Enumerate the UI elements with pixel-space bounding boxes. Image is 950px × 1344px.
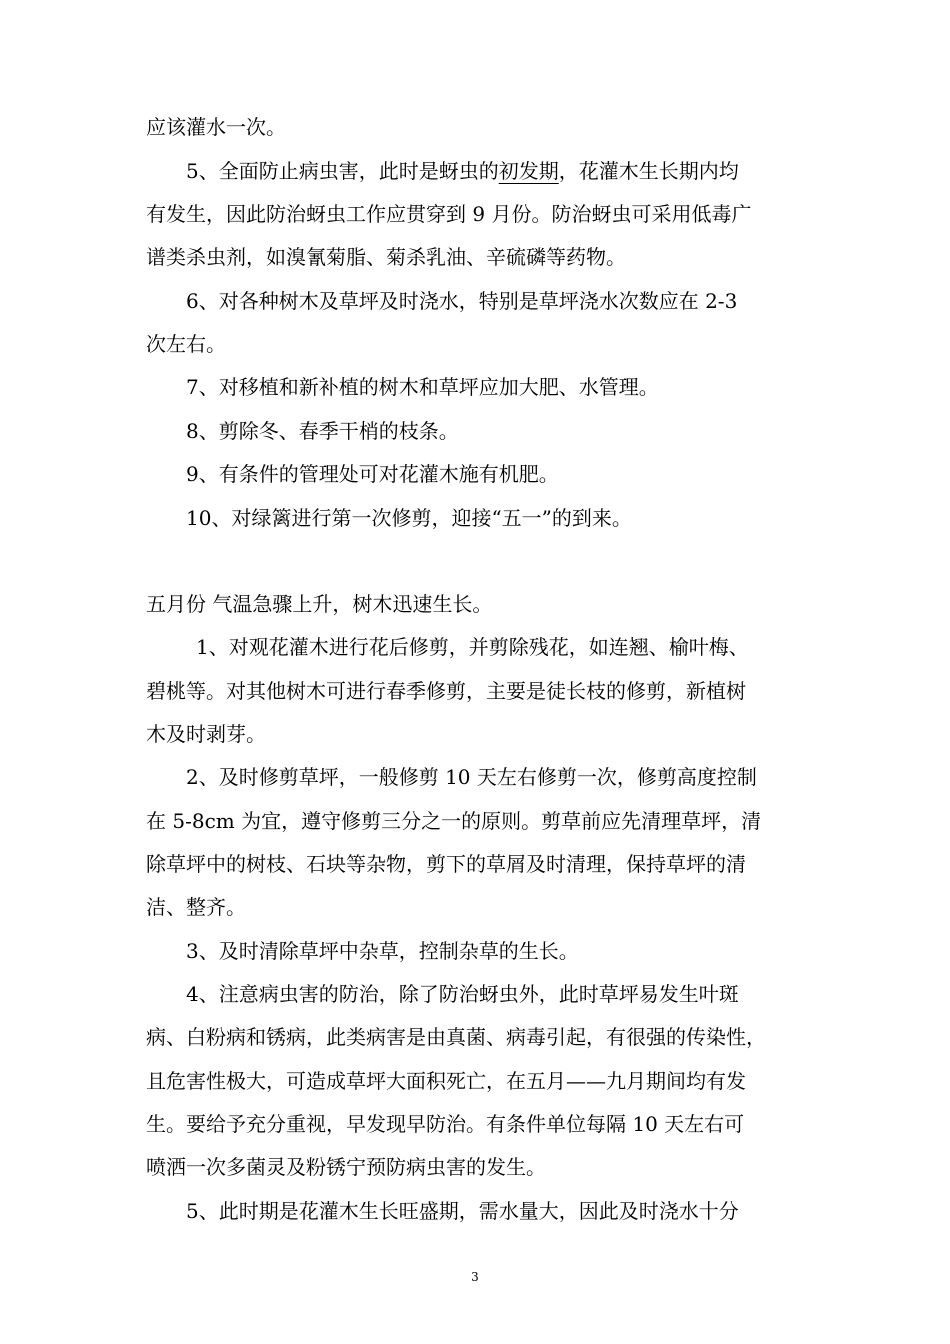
text-line: 次左右。 (146, 332, 226, 356)
text-line: 木及时剥芽。 (146, 722, 266, 746)
section-heading: 五月份 气温急骤上升，树木迅速生长。 (146, 592, 493, 616)
text-line: 喷洒一次多菌灵及粉锈宁预防病虫害的发生。 (146, 1155, 546, 1179)
text-line: 1、对观花灌木进行花后修剪，并剪除残花，如连翘、榆叶梅、 (196, 635, 749, 659)
text-line: 应该灌水一次。 (146, 115, 286, 139)
text-line: 8、剪除冬、春季干梢的枝条。 (186, 419, 459, 443)
text-line: 9、有条件的管理处可对花灌木施有机肥。 (186, 462, 559, 486)
text-span: ，花灌木生长期内均 (558, 159, 739, 183)
text-line: 且危害性极大，可造成草坪大面积死亡，在五月——九月期间均有发 (146, 1069, 746, 1093)
text-line (186, 158, 858, 184)
text-line: 在 5-8cm 为宜，遵守修剪三分之一的原则。剪草前应先清理草坪，清 (146, 809, 762, 833)
underlined-term: 初发期 (498, 159, 559, 183)
text-line: 除草坪中的树枝、石块等杂物，剪下的草屑及时清理，保持草坪的清 (146, 852, 746, 876)
text-line: 5、此时期是花灌木生长旺盛期，需水量大，因此及时浇水十分 (186, 1199, 739, 1223)
text-line: 洁、整齐。 (146, 895, 246, 919)
text-line: 7、对移植和新补植的树木和草坪应加大肥、水管理。 (186, 375, 659, 399)
text-line: 3、及时清除草坪中杂草，控制杂草的生长。 (186, 939, 579, 963)
text-line: 2、及时修剪草坪，一般修剪 10 天左右修剪一次，修剪高度控制 (186, 765, 757, 789)
text-line: 有发生，因此防治蚜虫工作应贯穿到 9 月份。防治蚜虫可采用低毒广 (146, 202, 752, 226)
text-line: 4、注意病虫害的防治，除了防治蚜虫外，此时草坪易发生叶斑 (186, 982, 739, 1006)
text-line: 生。要给予充分重视，早发现早防治。有条件单位每隔 10 天左右可 (146, 1112, 745, 1136)
text-line: 碧桃等。对其他树木可进行春季修剪，主要是徒长枝的修剪，新植树 (146, 679, 746, 703)
text-line: 10、对绿篱进行第一次修剪，迎接“五一”的到来。 (186, 506, 632, 530)
text-line: 6、对各种树木及草坪及时浇水，特别是草坪浇水次数应在 2-3 (186, 289, 738, 313)
page-number: 3 (471, 1270, 479, 1284)
text-line: 谱类杀虫剂，如溴氰菊脂、菊杀乳油、辛硫磷等药物。 (146, 245, 626, 269)
text-line: 病、白粉病和锈病，此类病害是由真菌、病毒引起，有很强的传染性， (146, 1025, 766, 1049)
text-span: 5、全面防止病虫害，此时是蚜虫的 (186, 159, 499, 183)
